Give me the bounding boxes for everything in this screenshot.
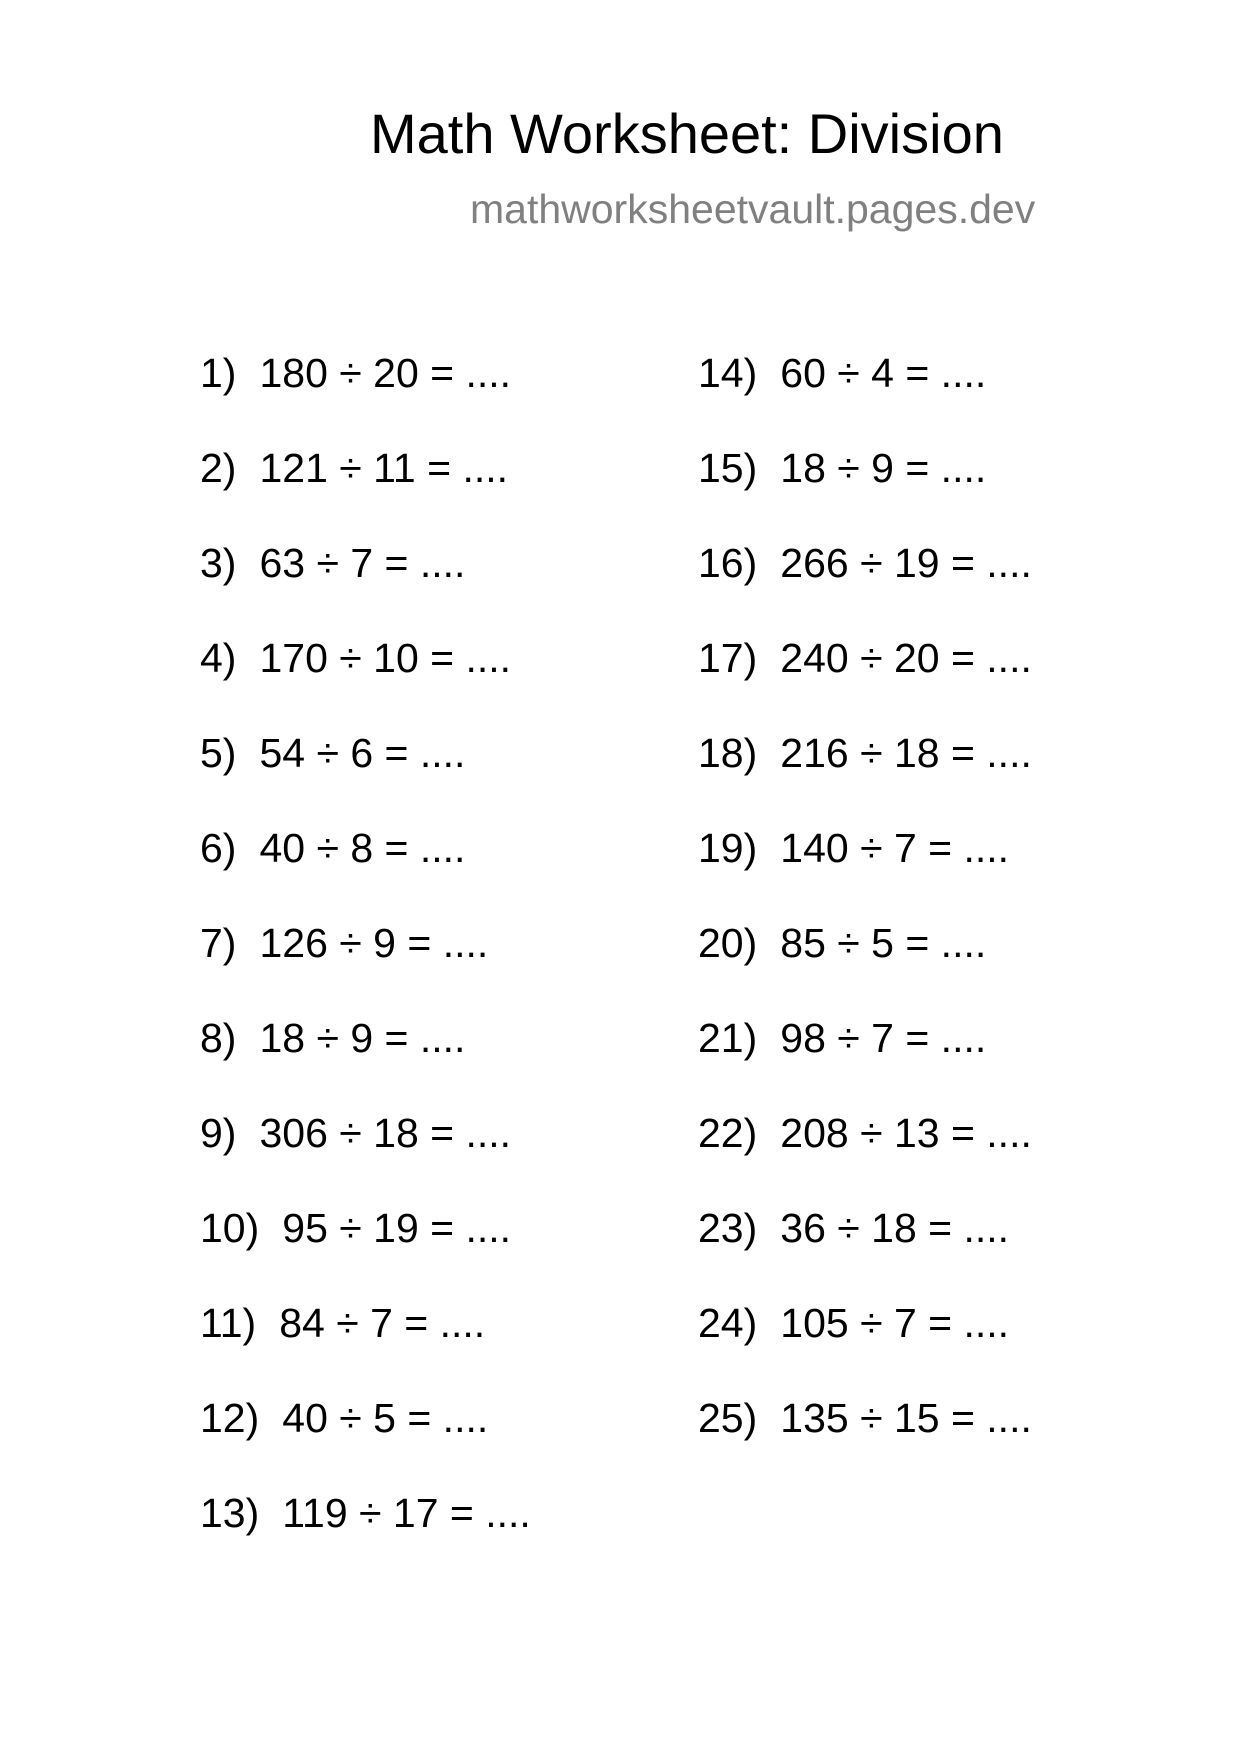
problem-number: 6) — [200, 825, 237, 871]
problem-number: 13) — [200, 1490, 260, 1536]
problem-number: 18) — [698, 730, 758, 776]
problem-item — [698, 348, 1032, 443]
problem-expression: 40 ÷ 8 = .... — [259, 825, 466, 871]
problem-item — [200, 1488, 531, 1583]
problem-expression: 98 ÷ 7 = .... — [780, 1015, 987, 1061]
problem-expression: 140 ÷ 7 = .... — [780, 825, 1010, 871]
problem-number: 14) — [698, 350, 758, 396]
problem-expression: 240 ÷ 20 = .... — [780, 635, 1032, 681]
problem-number: 4) — [200, 635, 237, 681]
problem-number: 9) — [200, 1110, 237, 1156]
problem-item — [200, 1298, 531, 1393]
problem-number: 23) — [698, 1205, 758, 1251]
problem-item — [698, 823, 1032, 918]
problem-expression: 126 ÷ 9 = .... — [259, 920, 489, 966]
problem-number: 2) — [200, 445, 237, 491]
problem-expression: 95 ÷ 19 = .... — [282, 1205, 512, 1251]
problem-item — [698, 1298, 1032, 1393]
problem-item — [200, 918, 531, 1013]
problem-item — [200, 538, 531, 633]
problem-item — [698, 728, 1032, 823]
problem-column-left — [200, 348, 531, 1583]
problem-item — [698, 1203, 1032, 1298]
problem-expression: 18 ÷ 9 = .... — [259, 1015, 466, 1061]
problem-item — [698, 1013, 1032, 1108]
problem-expression: 63 ÷ 7 = .... — [259, 540, 466, 586]
problem-number: 3) — [200, 540, 237, 586]
problem-expression: 306 ÷ 18 = .... — [259, 1110, 512, 1156]
problem-number: 11) — [200, 1300, 257, 1346]
problem-item — [200, 348, 531, 443]
problem-expression: 40 ÷ 5 = .... — [282, 1395, 489, 1441]
problem-number: 12) — [200, 1395, 260, 1441]
problem-item — [698, 633, 1032, 728]
problem-expression: 170 ÷ 10 = .... — [259, 635, 512, 681]
problem-item — [698, 918, 1032, 1013]
problem-item — [200, 443, 531, 538]
problem-number: 7) — [200, 920, 237, 966]
problem-item — [200, 1393, 531, 1488]
problem-column-right — [698, 348, 1032, 1488]
problem-item — [200, 1013, 531, 1108]
problem-item — [698, 538, 1032, 633]
problem-number: 15) — [698, 445, 758, 491]
problem-number: 25) — [698, 1395, 758, 1441]
problem-expression: 121 ÷ 11 = .... — [259, 445, 509, 491]
problem-expression: 36 ÷ 18 = .... — [780, 1205, 1010, 1251]
website-url: mathworksheetvault.pages.dev — [470, 186, 1036, 232]
problem-item — [698, 1108, 1032, 1203]
problem-number: 8) — [200, 1015, 237, 1061]
problem-number: 19) — [698, 825, 758, 871]
problem-number: 1) — [200, 350, 237, 396]
problem-item — [698, 443, 1032, 538]
problem-number: 16) — [698, 540, 758, 586]
problem-number: 5) — [200, 730, 237, 776]
problem-expression: 180 ÷ 20 = .... — [259, 350, 512, 396]
problem-expression: 208 ÷ 13 = .... — [780, 1110, 1032, 1156]
problem-number: 22) — [698, 1110, 758, 1156]
problem-number: 20) — [698, 920, 758, 966]
problem-expression: 216 ÷ 18 = .... — [780, 730, 1032, 776]
problem-item — [698, 1393, 1032, 1488]
problem-expression: 85 ÷ 5 = .... — [780, 920, 987, 966]
problem-number: 10) — [200, 1205, 260, 1251]
problem-item — [200, 823, 531, 918]
problem-expression: 105 ÷ 7 = .... — [780, 1300, 1010, 1346]
problem-number: 24) — [698, 1300, 758, 1346]
problem-number: 21) — [698, 1015, 758, 1061]
problem-expression: 60 ÷ 4 = .... — [780, 350, 987, 396]
problem-item — [200, 728, 531, 823]
problem-expression: 119 ÷ 17 = .... — [282, 1490, 531, 1536]
problem-expression: 54 ÷ 6 = .... — [259, 730, 466, 776]
problem-expression: 84 ÷ 7 = .... — [279, 1300, 486, 1346]
problem-expression: 135 ÷ 15 = .... — [780, 1395, 1032, 1441]
problem-item — [200, 1108, 531, 1203]
problem-item — [200, 633, 531, 728]
problem-item — [200, 1203, 531, 1298]
page-title: Math Worksheet: Division — [370, 102, 1004, 165]
problem-number: 17) — [698, 635, 758, 681]
problem-expression: 266 ÷ 19 = .... — [780, 540, 1032, 586]
problem-expression: 18 ÷ 9 = .... — [780, 445, 987, 491]
